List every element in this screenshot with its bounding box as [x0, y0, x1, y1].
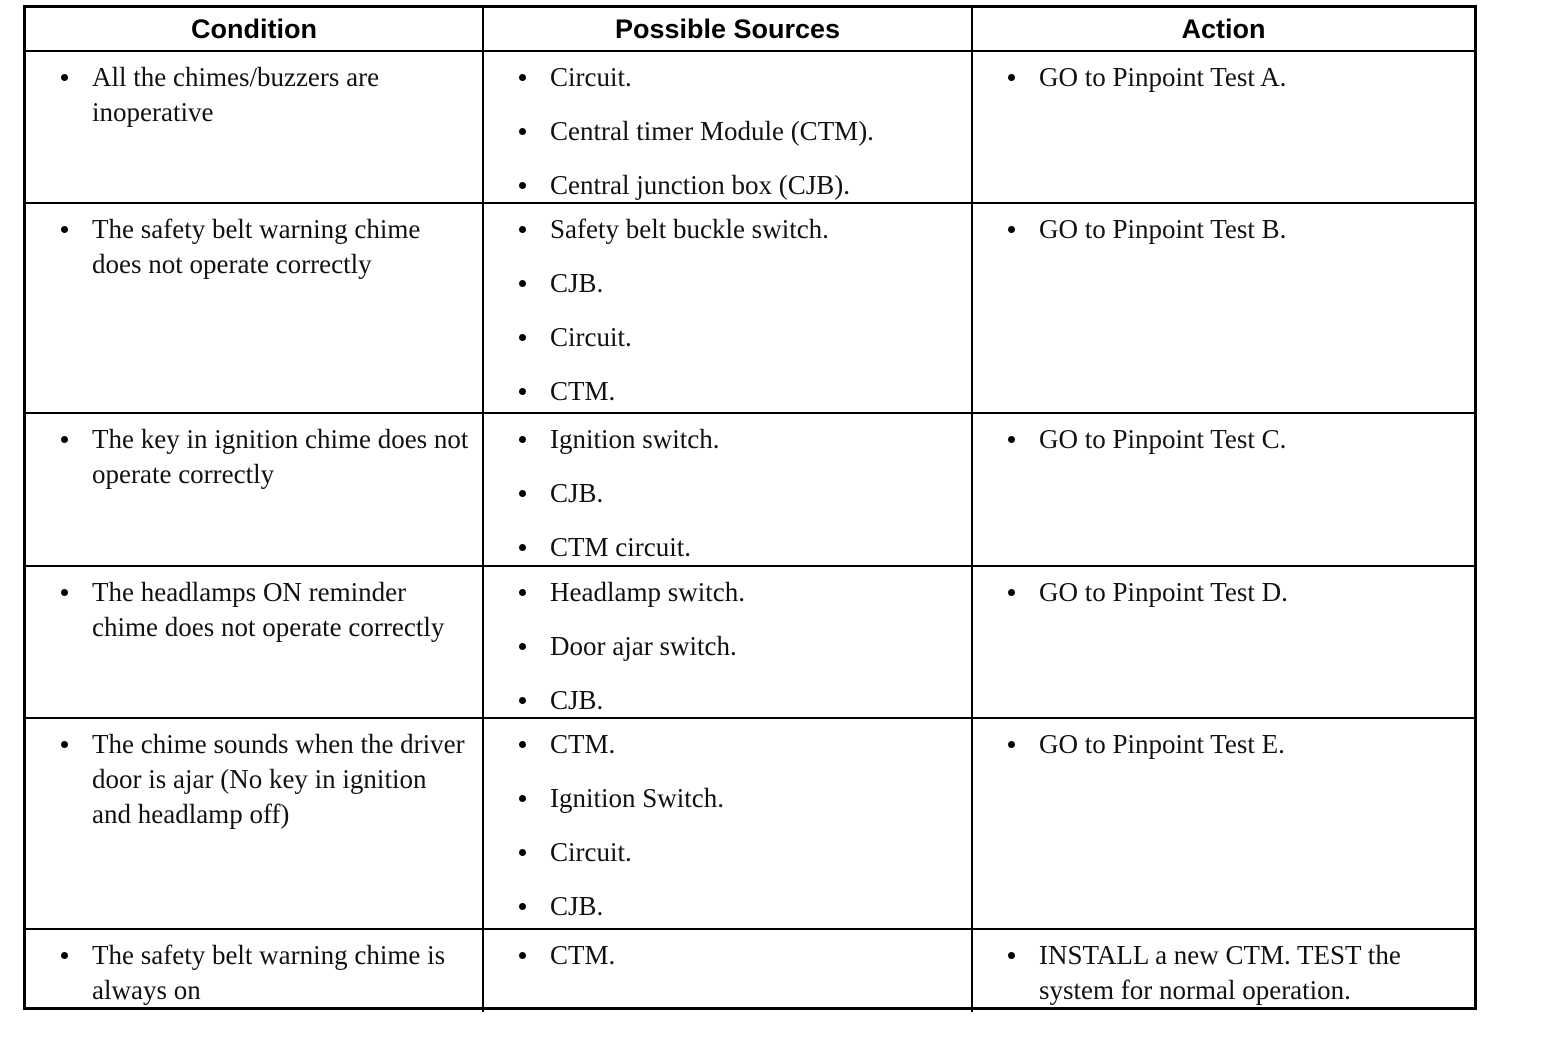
sources-cell	[484, 567, 973, 722]
source-item	[484, 683, 961, 718]
condition-item	[26, 212, 472, 282]
action-text: GO to Pinpoint Test C.	[1039, 424, 1287, 454]
condition-cell	[26, 414, 484, 569]
source-item	[484, 422, 961, 457]
bullet-icon	[1008, 226, 1015, 233]
action-item	[973, 60, 1464, 95]
source-text: Door ajar switch.	[550, 631, 737, 661]
bullet-icon	[1008, 952, 1015, 959]
table-row	[26, 930, 1474, 1007]
condition-text: The chime sounds when the driver door is ajar (No key in ignition and headlamp off)	[92, 729, 465, 829]
condition-cell	[26, 52, 484, 207]
source-text: Central timer Module (CTM).	[550, 116, 874, 146]
sources-cell	[484, 52, 973, 207]
condition-cell	[26, 567, 484, 722]
bullet-icon	[1008, 741, 1015, 748]
condition-item	[26, 727, 472, 832]
bullet-icon	[519, 697, 526, 704]
source-item	[484, 266, 961, 301]
source-text: CTM.	[550, 940, 616, 970]
source-text: CTM.	[550, 729, 616, 759]
action-text: INSTALL a new CTM. TEST the system for normal operation.	[1039, 940, 1401, 1005]
action-cell	[973, 567, 1474, 722]
bullet-icon	[519, 903, 526, 910]
source-item	[484, 476, 961, 511]
table-row	[26, 204, 1474, 414]
source-text: CTM.	[550, 376, 616, 406]
bullet-icon	[1008, 589, 1015, 596]
source-text: CJB.	[550, 891, 604, 921]
source-item	[484, 60, 961, 95]
bullet-icon	[61, 952, 68, 959]
condition-item	[26, 938, 472, 1008]
action-cell	[973, 52, 1474, 207]
bullet-icon	[61, 741, 68, 748]
bullet-icon	[519, 226, 526, 233]
condition-cell	[26, 719, 484, 928]
source-text: Circuit.	[550, 62, 632, 92]
source-text: Ignition switch.	[550, 424, 720, 454]
bullet-icon	[61, 436, 68, 443]
bullet-icon	[61, 589, 68, 596]
source-item	[484, 781, 961, 816]
source-item	[484, 575, 961, 610]
source-text: CTM circuit.	[550, 532, 691, 562]
condition-text: The key in ignition chime does not operate correctly	[92, 424, 469, 489]
diagnostic-table	[23, 5, 1477, 1010]
bullet-icon	[519, 490, 526, 497]
condition-item	[26, 575, 472, 645]
condition-item	[26, 422, 472, 492]
table-row	[26, 52, 1474, 204]
source-text: CJB.	[550, 478, 604, 508]
condition-text: The safety belt warning chime is always on	[92, 940, 446, 1005]
action-text: GO to Pinpoint Test D.	[1039, 577, 1288, 607]
bullet-icon	[519, 74, 526, 81]
sources-cell	[484, 930, 973, 1012]
action-cell	[973, 414, 1474, 569]
condition-item	[26, 60, 472, 130]
table-header-row	[26, 8, 1474, 52]
bullet-icon	[519, 280, 526, 287]
source-item	[484, 727, 961, 762]
action-item	[973, 938, 1464, 1008]
source-item	[484, 212, 961, 247]
action-cell	[973, 204, 1474, 413]
condition-text: The safety belt warning chime does not operate correctly	[92, 214, 421, 279]
action-item	[973, 422, 1464, 457]
bullet-icon	[519, 436, 526, 443]
action-text: GO to Pinpoint Test E.	[1039, 729, 1285, 759]
bullet-icon	[519, 589, 526, 596]
table-row	[26, 719, 1474, 930]
header-condition: Condition	[26, 8, 484, 50]
source-item	[484, 320, 961, 355]
source-text: Headlamp switch.	[550, 577, 745, 607]
bullet-icon	[519, 544, 526, 551]
bullet-icon	[519, 952, 526, 959]
action-text: GO to Pinpoint Test B.	[1039, 214, 1287, 244]
action-item	[973, 727, 1464, 762]
table-row	[26, 414, 1474, 567]
source-text: Circuit.	[550, 837, 632, 867]
header-action: Action	[1181, 13, 1266, 44]
condition-cell	[26, 930, 484, 1012]
source-item	[484, 938, 961, 973]
source-item	[484, 835, 961, 870]
condition-text: All the chimes/buzzers are inoperative	[92, 62, 380, 127]
bullet-icon	[519, 643, 526, 650]
source-item	[484, 629, 961, 664]
condition-cell	[26, 204, 484, 413]
bullet-icon	[1008, 74, 1015, 81]
bullet-icon	[519, 849, 526, 856]
source-item	[484, 530, 961, 565]
source-text: Circuit.	[550, 322, 632, 352]
source-text: Ignition Switch.	[550, 783, 724, 813]
action-cell	[973, 719, 1474, 928]
bullet-icon	[1008, 436, 1015, 443]
bullet-icon	[61, 74, 68, 81]
action-cell	[973, 930, 1474, 1012]
bullet-icon	[519, 182, 526, 189]
action-text: GO to Pinpoint Test A.	[1039, 62, 1287, 92]
bullet-icon	[519, 128, 526, 135]
source-item	[484, 114, 961, 149]
source-text: CJB.	[550, 268, 604, 298]
source-text: Central junction box (CJB).	[550, 170, 850, 200]
source-item	[484, 168, 961, 203]
sources-cell	[484, 204, 973, 413]
bullet-icon	[61, 226, 68, 233]
header-possible-sources: Possible Sources	[484, 8, 973, 50]
bullet-icon	[519, 334, 526, 341]
bullet-icon	[519, 741, 526, 748]
source-text: Safety belt buckle switch.	[550, 214, 829, 244]
source-text: CJB.	[550, 685, 604, 715]
sources-cell	[484, 719, 973, 928]
condition-text: The headlamps ON reminder chime does not operate correctly	[92, 577, 445, 642]
table-row	[26, 567, 1474, 719]
bullet-icon	[519, 795, 526, 802]
source-item	[484, 374, 961, 409]
sources-cell	[484, 414, 973, 569]
bullet-icon	[519, 388, 526, 395]
source-item	[484, 889, 961, 924]
action-item	[973, 212, 1464, 247]
action-item	[973, 575, 1464, 610]
